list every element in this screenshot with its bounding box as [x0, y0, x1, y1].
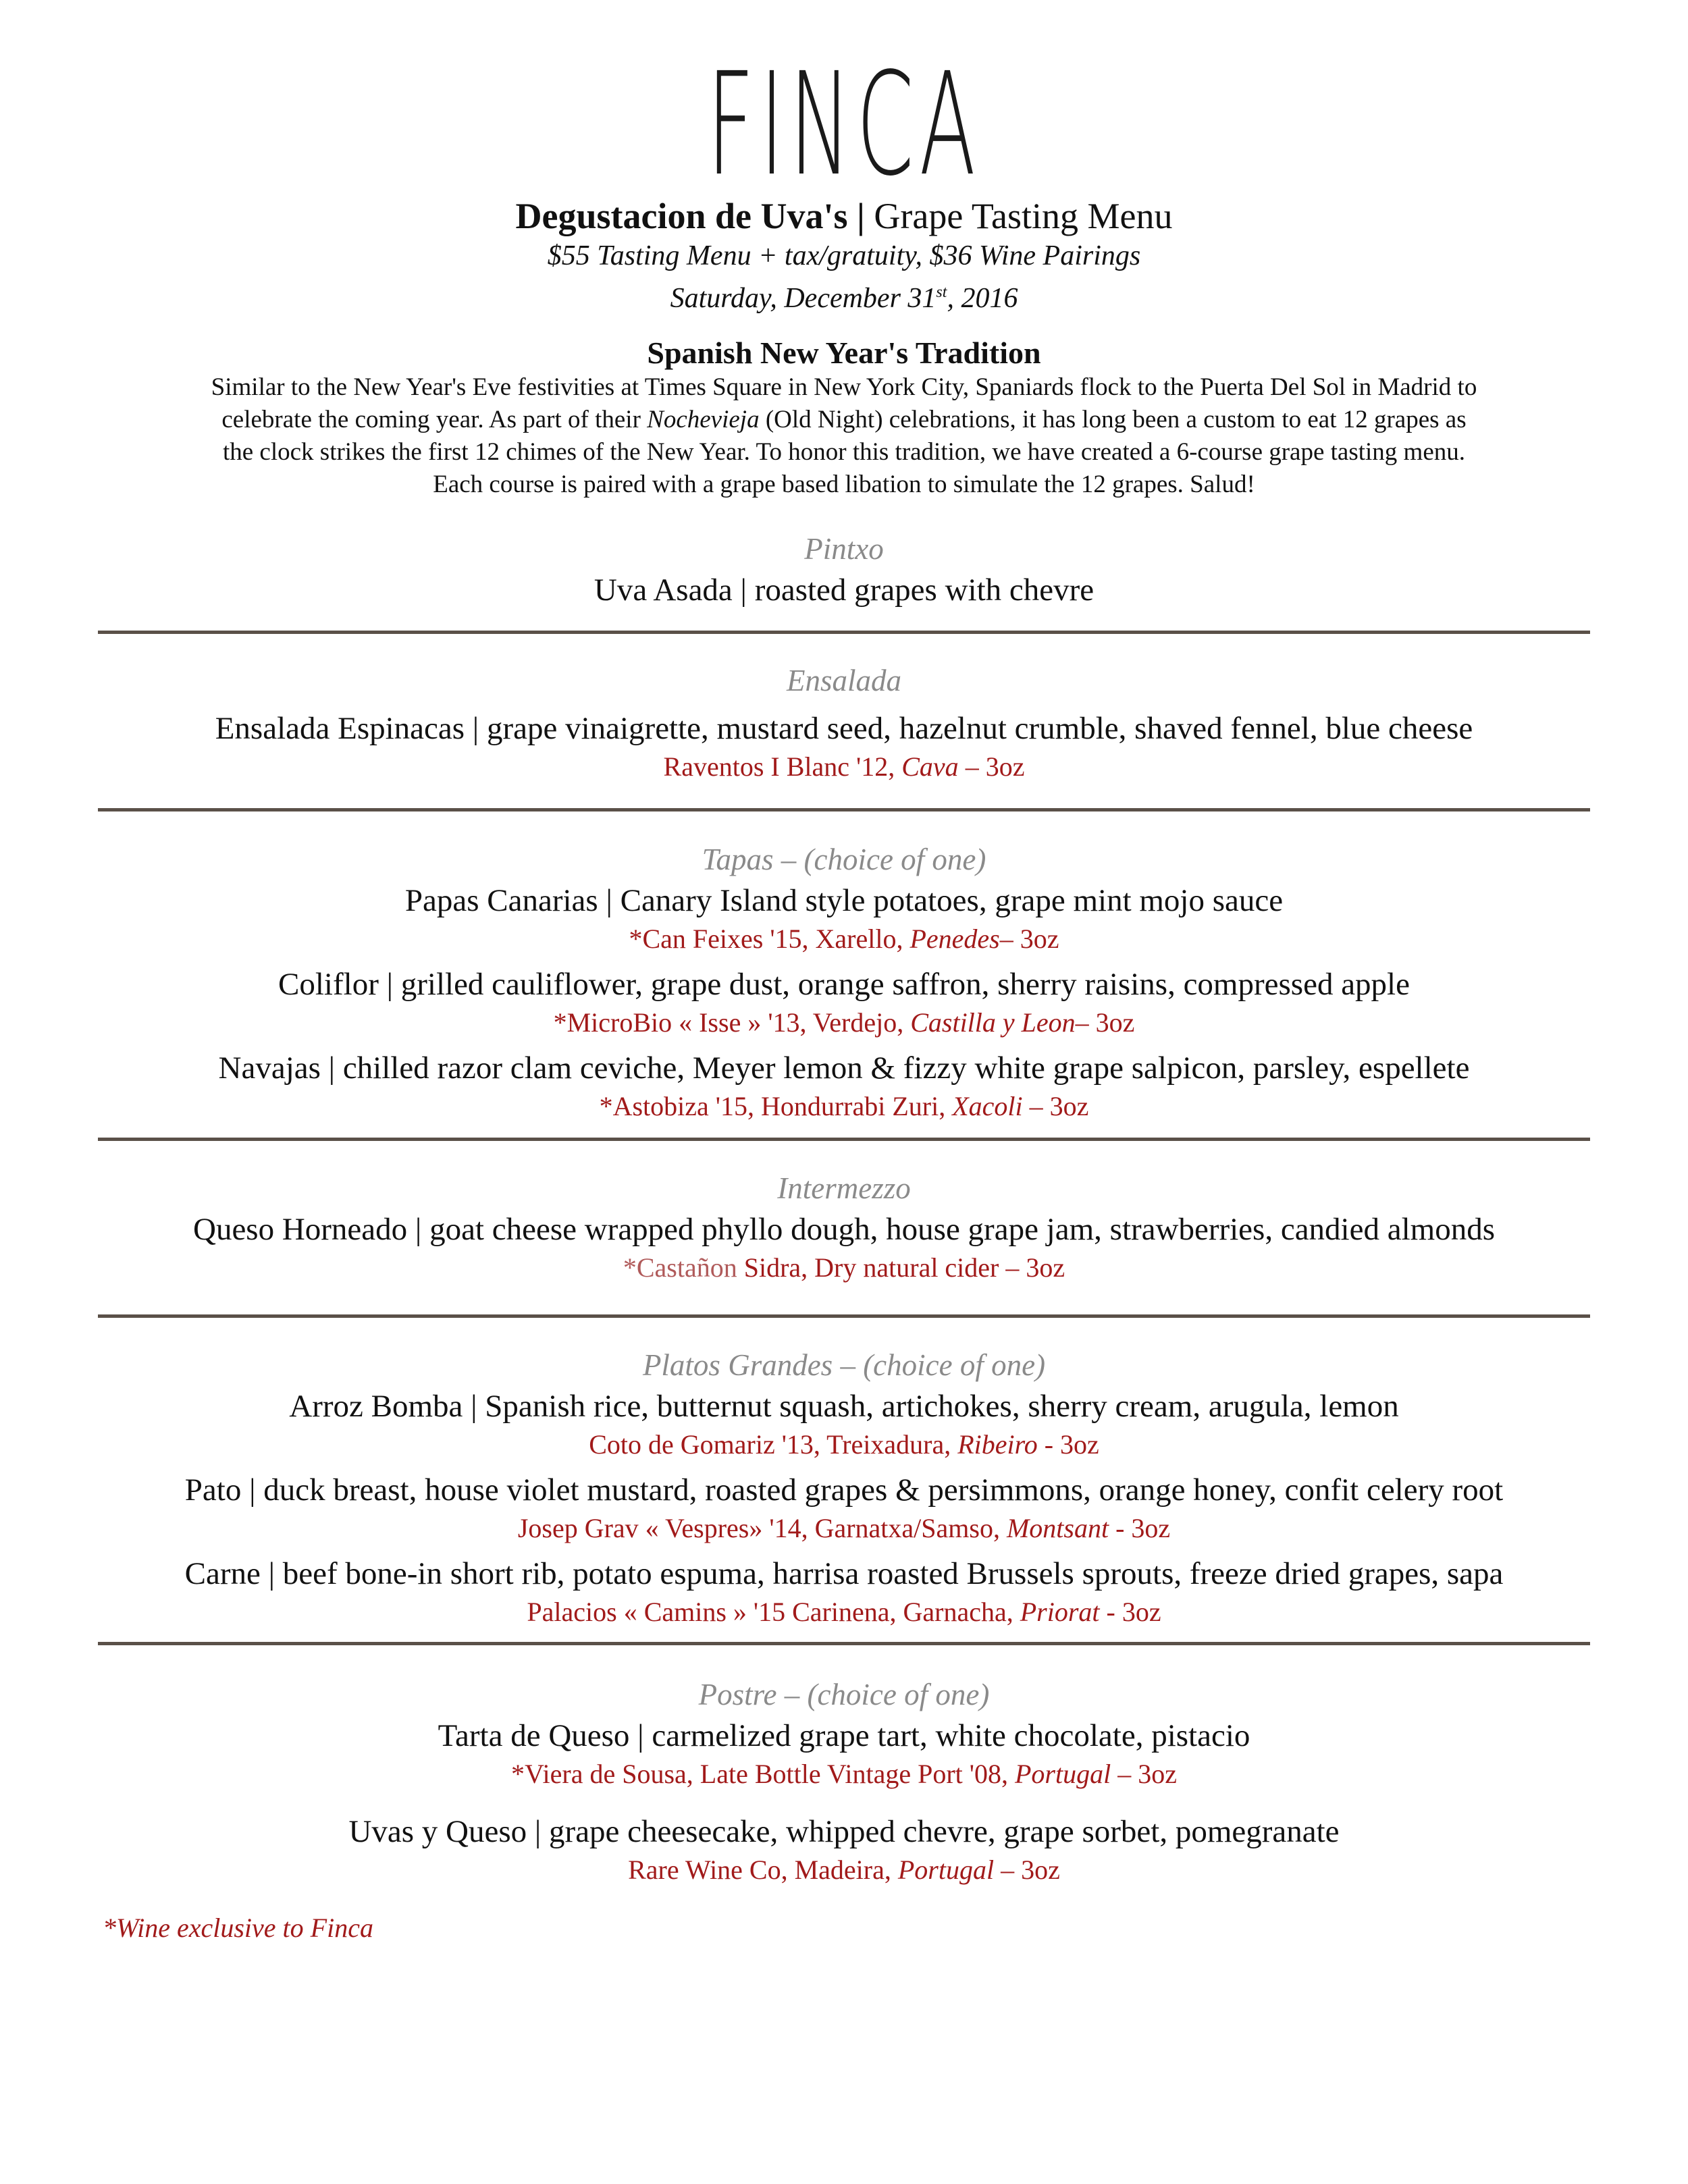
wine-pairing: *Astobiza '15, Hondurrabi Zuri, Xacoli – 3oz: [599, 1091, 1089, 1121]
wine-pairing: Coto de Gomariz '13, Treixadura, Ribeiro - 3oz: [589, 1429, 1099, 1460]
dish-pato: Pato | duck breast, house violet mustard, roasted grapes & persimmons, orange honey, confit celery root: [184, 1472, 1504, 1508]
dish-uva-asada: Uva Asada | roasted grapes with chevre: [594, 572, 1094, 608]
tradition-heading: Spanish New Year's Tradition: [647, 336, 1041, 370]
wine-exclusive-footnote: *Wine exclusive to Finca: [103, 1913, 373, 1943]
course-heading: Pintxo: [804, 532, 884, 566]
divider: [98, 631, 1590, 634]
pintxo-section: [0, 529, 1688, 611]
divider: [98, 1642, 1590, 1645]
divider: [98, 1314, 1590, 1318]
price-line: $55 Tasting Menu + tax/gratuity, $36 Wine Pairings: [547, 240, 1141, 271]
course-heading: Platos Grandes – (choice of one): [642, 1348, 1046, 1382]
finca-logo: FINCA: [706, 42, 982, 207]
intermezzo-section: [0, 1168, 1688, 1285]
dish-navajas: Navajas | chilled razor clam ceviche, Meyer lemon & fizzy white grape salpicon, parsley, espellete: [218, 1050, 1470, 1086]
wine-pairing: Palacios « Camins » '15 Carinena, Garnacha, Priorat - 3oz: [527, 1597, 1161, 1627]
course-heading: Intermezzo: [777, 1171, 911, 1205]
course-heading: Postre – (choice of one): [698, 1678, 990, 1711]
dish-ensalada-espinacas: Ensalada Espinacas | grape vinaigrette, mustard seed, hazelnut crumble, shaved fennel, blue cheese: [215, 711, 1473, 746]
dish-tarta-de-queso: Tarta de Queso | carmelized grape tart, white chocolate, pistacio: [438, 1718, 1250, 1753]
wine-pairing: *MicroBio « Isse » '13, Verdejo, Castilla y Leon– 3oz: [553, 1007, 1135, 1038]
ensalada-section: [0, 660, 1688, 784]
tradition-paragraph: Similar to the New Year's Eve festivities at Times Square in New York City, Spaniards flock to the Puerta Del Sol in Madrid to celebrate the coming year. As part of their Nochevieja (Old Night) celebrations, it has long been a custom to eat 12 grapes as the clock strikes the first 12 chimes of the New Year. To honor this tradition, we have created a 6-course grape tasting menu. Each course is paired with a grape based libation to simulate the 12 grapes. Salud!: [211, 373, 1477, 498]
divider: [98, 1138, 1590, 1141]
postre-section: [0, 1674, 1688, 1888]
divider: [98, 808, 1590, 811]
course-heading: Ensalada: [786, 664, 901, 697]
wine-pairing: *Viera de Sousa, Late Bottle Vintage Port '08, Portugal – 3oz: [511, 1759, 1177, 1789]
platos-grandes-section: [0, 1345, 1688, 1630]
dish-uvas-y-queso: Uvas y Queso | grape cheesecake, whipped chevre, grape sorbet, pomegranate: [348, 1814, 1340, 1849]
wine-pairing: Josep Grav « Vespres» '14, Garnatxa/Samso, Montsant - 3oz: [517, 1513, 1171, 1543]
dish-papas-canarias: Papas Canarias | Canary Island style potatoes, grape mint mojo sauce: [404, 883, 1284, 918]
wine-pairing: Raventos I Blanc '12, Cava – 3oz: [663, 751, 1025, 782]
dish-queso-horneado: Queso Horneado | goat cheese wrapped phyllo dough, house grape jam, strawberries, candied almonds: [193, 1212, 1495, 1247]
wine-pairing: Rare Wine Co, Madeira, Portugal – 3oz: [628, 1855, 1060, 1885]
dish-coliflor: Coliflor | grilled cauliflower, grape dust, orange saffron, sherry raisins, compressed apple: [278, 967, 1410, 1002]
dish-carne: Carne | beef bone-in short rib, potato espuma, harrisa roasted Brussels sprouts, freeze dried grapes, sapa: [184, 1556, 1504, 1591]
menu-title-english: Grape Tasting Menu: [864, 196, 1173, 236]
menu-date: Saturday, December 31st, 2016: [670, 283, 1018, 314]
menu-title-spanish: Degustacion de Uva's |: [515, 196, 865, 236]
menu-title: [0, 189, 1688, 243]
wine-pairing: *Can Feixes '15, Xarello, Penedes– 3oz: [629, 924, 1059, 954]
tapas-section: [0, 839, 1688, 1124]
wine-pairing: *Castañon Sidra, Dry natural cider – 3oz: [623, 1252, 1065, 1283]
course-heading: Tapas – (choice of one): [702, 843, 986, 876]
dish-arroz-bomba: Arroz Bomba | Spanish rice, butternut squash, artichokes, sherry cream, arugula, lemon: [289, 1389, 1399, 1424]
